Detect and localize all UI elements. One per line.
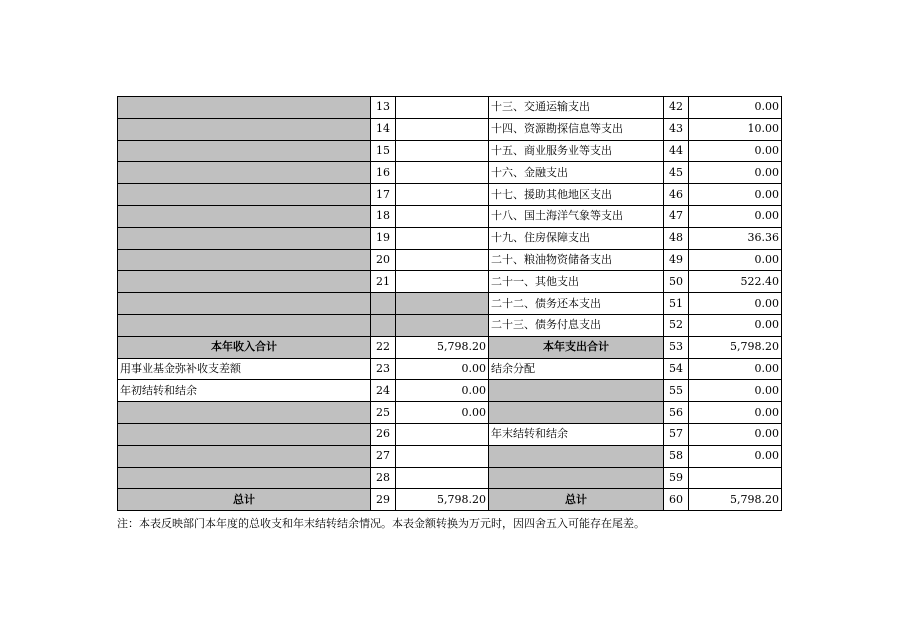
income-item-label [118,162,371,184]
income-amount: 0.00 [396,358,489,380]
expense-row-number: 60 [664,489,689,511]
expense-amount: 0.00 [689,140,782,162]
expense-item-label: 二十、粮油物资储备支出 [489,249,664,271]
income-row-number: 26 [371,423,396,445]
income-item-label: 本年收入合计 [118,336,371,358]
income-row-number: 14 [371,118,396,140]
table-row [118,380,782,402]
expense-amount: 0.00 [689,249,782,271]
income-row-number: 27 [371,445,396,467]
table-row [118,402,782,424]
income-item-label [118,445,371,467]
expense-amount: 36.36 [689,227,782,249]
expense-amount: 0.00 [689,314,782,336]
income-amount: 5,798.20 [396,489,489,511]
expense-item-label: 二十三、债务付息支出 [489,314,664,336]
income-amount [396,293,489,315]
income-amount [396,271,489,293]
table-row [118,97,782,119]
table-row [118,293,782,315]
expense-row-number: 53 [664,336,689,358]
income-row-number: 19 [371,227,396,249]
income-row-number: 21 [371,271,396,293]
income-row-number: 24 [371,380,396,402]
income-item-label [118,467,371,489]
income-row-number: 13 [371,97,396,119]
expense-amount: 0.00 [689,402,782,424]
expense-item-label: 二十二、债务还本支出 [489,293,664,315]
expense-row-number: 48 [664,227,689,249]
expense-row-number: 56 [664,402,689,424]
table-row [118,118,782,140]
table-row [118,489,782,511]
income-item-label [118,205,371,227]
income-item-label [118,402,371,424]
income-amount [396,140,489,162]
income-amount [396,467,489,489]
expense-amount: 0.00 [689,380,782,402]
income-amount [396,314,489,336]
income-item-label [118,184,371,206]
table-row [118,271,782,293]
income-item-label: 用事业基金弥补收支差额 [118,358,371,380]
income-row-number: 15 [371,140,396,162]
expense-item-label: 年末结转和结余 [489,423,664,445]
expense-row-number: 58 [664,445,689,467]
table-row [118,249,782,271]
table-row [118,423,782,445]
income-amount: 5,798.20 [396,336,489,358]
expense-amount: 0.00 [689,423,782,445]
expense-amount: 0.00 [689,184,782,206]
footnote: 注：本表反映部门本年度的总收支和年末结转结余情况。本表金额转换为万元时，因四舍五入可能存在尾差。 [117,517,645,530]
income-row-number: 17 [371,184,396,206]
expense-row-number: 49 [664,249,689,271]
income-amount [396,118,489,140]
expense-amount: 0.00 [689,97,782,119]
expense-item-label: 本年支出合计 [489,336,664,358]
table-row [118,162,782,184]
expense-amount: 0.00 [689,445,782,467]
income-row-number: 20 [371,249,396,271]
table-row [118,227,782,249]
income-amount [396,205,489,227]
expense-row-number: 50 [664,271,689,293]
income-item-label: 总计 [118,489,371,511]
expense-row-number: 45 [664,162,689,184]
table-row [118,184,782,206]
expense-amount: 5,798.20 [689,336,782,358]
income-item-label [118,293,371,315]
expense-item-label: 二十一、其他支出 [489,271,664,293]
income-item-label [118,423,371,445]
income-row-number [371,314,396,336]
expense-item-label: 十三、交通运输支出 [489,97,664,119]
income-row-number: 23 [371,358,396,380]
expense-item-label: 十六、金融支出 [489,162,664,184]
income-amount [396,445,489,467]
income-item-label [118,227,371,249]
income-item-label [118,97,371,119]
expense-row-number: 42 [664,97,689,119]
income-amount [396,184,489,206]
expense-item-label [489,402,664,424]
income-row-number: 28 [371,467,396,489]
expense-row-number: 46 [664,184,689,206]
expense-row-number: 57 [664,423,689,445]
table-body [118,97,782,511]
income-item-label [118,314,371,336]
expense-amount: 0.00 [689,358,782,380]
expense-amount [689,467,782,489]
expense-item-label: 十五、商业服务业等支出 [489,140,664,162]
table-row [118,140,782,162]
expense-row-number: 44 [664,140,689,162]
income-row-number: 29 [371,489,396,511]
income-item-label [118,249,371,271]
report-table [117,96,782,511]
table-row [118,205,782,227]
income-row-number: 25 [371,402,396,424]
expense-row-number: 47 [664,205,689,227]
income-row-number [371,293,396,315]
expense-item-label [489,380,664,402]
income-amount [396,423,489,445]
income-amount: 0.00 [396,380,489,402]
expense-item-label: 十四、资源勘探信息等支出 [489,118,664,140]
income-amount [396,249,489,271]
income-item-label [118,118,371,140]
income-item-label [118,271,371,293]
table-row [118,314,782,336]
table-row [118,445,782,467]
expense-amount: 0.00 [689,293,782,315]
expense-item-label: 结余分配 [489,358,664,380]
expense-row-number: 55 [664,380,689,402]
income-item-label [118,140,371,162]
expense-row-number: 59 [664,467,689,489]
expense-item-label [489,445,664,467]
expense-row-number: 51 [664,293,689,315]
income-amount [396,162,489,184]
income-row-number: 18 [371,205,396,227]
table-row [118,358,782,380]
table-row [118,336,782,358]
expense-item-label: 十九、住房保障支出 [489,227,664,249]
expense-amount: 10.00 [689,118,782,140]
expense-amount: 0.00 [689,205,782,227]
income-row-number: 16 [371,162,396,184]
expense-row-number: 54 [664,358,689,380]
income-amount [396,227,489,249]
income-amount [396,97,489,119]
expense-amount: 0.00 [689,162,782,184]
expense-item-label: 十八、国土海洋气象等支出 [489,205,664,227]
expense-row-number: 43 [664,118,689,140]
income-item-label: 年初结转和结余 [118,380,371,402]
income-row-number: 22 [371,336,396,358]
expense-item-label [489,467,664,489]
income-amount: 0.00 [396,402,489,424]
expense-item-label: 总计 [489,489,664,511]
expense-amount: 5,798.20 [689,489,782,511]
expense-row-number: 52 [664,314,689,336]
expense-amount: 522.40 [689,271,782,293]
table-row [118,467,782,489]
expense-item-label: 十七、援助其他地区支出 [489,184,664,206]
